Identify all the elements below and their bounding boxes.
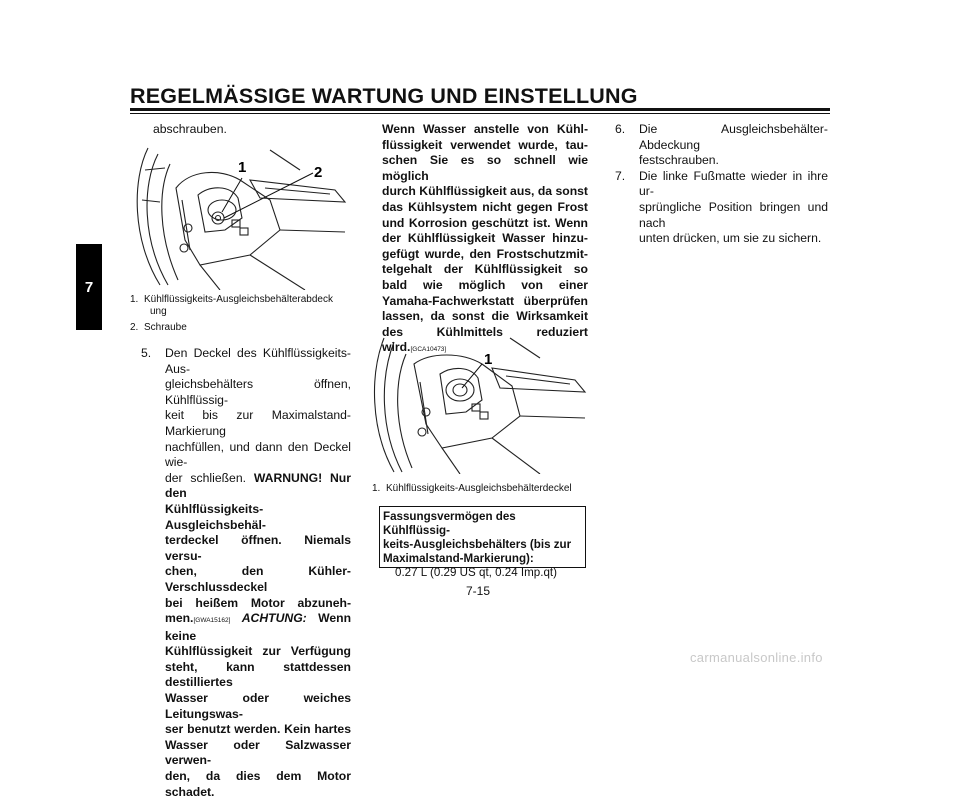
figure1-captions xyxy=(130,294,360,334)
page-title: REGELMÄSSIGE WARTUNG UND EINSTELLUNG xyxy=(130,84,638,108)
page-number: 7-15 xyxy=(466,584,491,598)
header-rule-thick xyxy=(130,108,830,111)
watermark-text: carmanualsonline.info xyxy=(690,650,823,665)
step-5 xyxy=(141,346,351,800)
caution-code: [GCA10473] xyxy=(410,346,447,354)
step-6: 6. Die Ausgleichsbehälter-Abdeckung festschrauben. xyxy=(615,122,828,168)
callout-1: 1 xyxy=(484,351,493,368)
chapter-number: 7 xyxy=(84,278,94,296)
chapter-tab xyxy=(76,244,102,330)
caption-item-cont: ung xyxy=(150,306,167,317)
caution-text: Wenn Wasser anstelle von Kühl- flüssigkeit verwendet wurde, tau- schen Sie es so schnell wie möglich durch Kühlflüssigkeit aus, da sonst das Kühlsystem nicht gegen Frost und Korrosion geschützt ist. Wenn der Kühlflüssigkeit Wasser hinzu- gefügt wurde, den Frostschutzmit- telgehalt der Kühlflüssigkeit so bald wie möglich von einer Yamaha-Fachwerkstatt überprüfen lassen, da sonst die Wirksamkeit des Kühlmittels reduziert wird.[GCA10473] xyxy=(382,122,588,355)
warning-label: WARNUNG! Nur den xyxy=(165,470,351,501)
step-7: 7. Die linke Fußmatte wieder in ihre ur- sprüngliche Position bringen und nach unten drücken, um sie zu sichern. xyxy=(615,168,828,246)
step-number: 5. xyxy=(141,346,152,360)
step-5-body: Den Deckel des Kühlflüssigkeits-Aus- gleichsbehälters öffnen, Kühlflüssig- keit bis zur Maximalstand-Markierung nachfüllen, und dann den Deckel wie- der schließen. WARNUNG! Nur den Kühlflüssigkeits-Ausgleichsbehäl- terdeckel öffnen. Niemals versu- chen, den Kühler-Verschlussdeckel bei heißem Motor abzuneh- men.[GWA15162] ACHTUNG: Wenn keine Kühlflüssigkeit zur Verfügung steht, kann stattdessen destilliertes Wasser oder weiches Leitungswas- ser benutzt werden. Kein hartes Wasser oder Salzwasser verwen- den, da dies dem Motor schadet. xyxy=(165,346,352,799)
continuation-text: abschrauben. xyxy=(153,122,227,136)
achtung-label: ACHTUNG: xyxy=(241,611,307,626)
caption-item: 2. Schraube xyxy=(130,322,187,333)
figure-coolant-reservoir-cap xyxy=(370,334,590,474)
callout-1: 1 xyxy=(238,159,247,176)
callout-2: 2 xyxy=(314,164,323,181)
warning-code: [GWA15162] xyxy=(193,617,231,625)
capacity-box: Fassungsvermögen des Kühlflüssig- keits-Ausgleichsbehälters (bis zur Maximalstand-Markierung): 0.27 L (0.29 US qt, 0.24 Imp.qt) xyxy=(379,506,586,568)
steps-6-7 xyxy=(615,122,828,247)
capacity-value: 0.27 L (0.29 US qt, 0.24 Imp.qt) xyxy=(395,566,557,579)
caption-item: 1. Kühlflüssigkeits-Ausgleichsbehälterabdeck xyxy=(130,294,333,305)
header-rule-thin xyxy=(130,113,830,114)
figure2-caption: 1. Kühlflüssigkeits-Ausgleichsbehälterdeckel xyxy=(372,483,572,494)
figure-coolant-reservoir-cover xyxy=(130,140,350,290)
